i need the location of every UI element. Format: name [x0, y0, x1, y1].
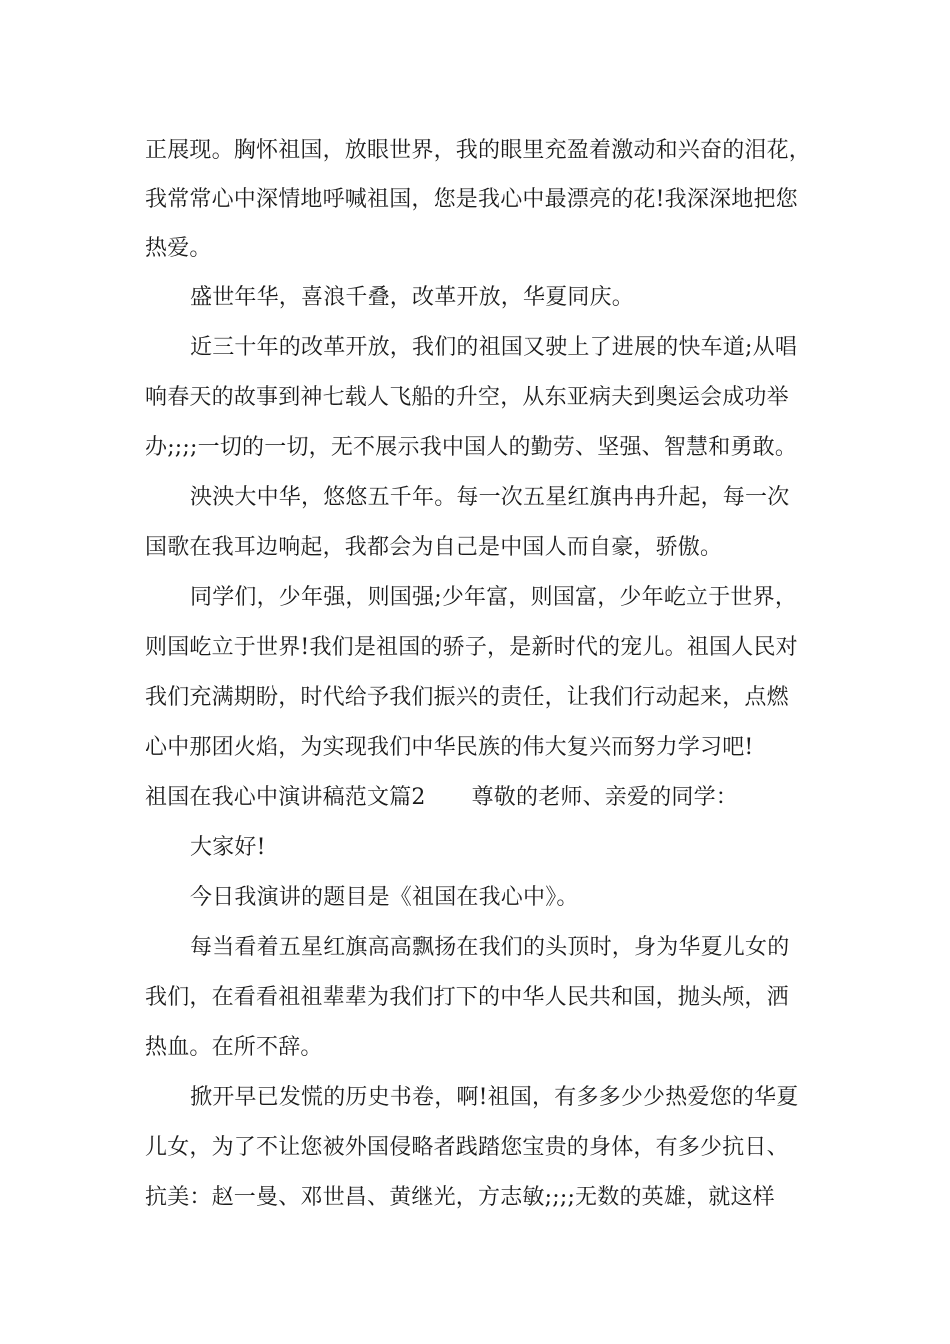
paragraph-5-line-1: 同学们，少年强，则国强;少年富，则国富，少年屹立于世界，: [190, 585, 798, 610]
paragraph-8-line-1: 每当看着五星红旗高高飘扬在我们的头顶时，身为华夏儿女的: [190, 935, 790, 960]
paragraph-9-line-3: 抗美：赵一曼、邓世昌、黄继光，方志敏;;;;无数的英雄，就这样: [145, 1185, 775, 1210]
paragraph-6-line-1: 大家好!: [190, 835, 266, 860]
paragraph-5-line-2: 则国屹立于世界!我们是祖国的骄子，是新时代的宠儿。祖国人民对: [145, 635, 798, 660]
paragraph-3-line-1: 近三十年的改革开放，我们的祖国又驶上了进展的快车道;从唱: [190, 335, 798, 360]
paragraph-3-line-2: 响春天的故事到神七载人飞船的升空，从东亚病夫到奥运会成功举: [145, 385, 789, 410]
paragraph-1-line-2: 我常常心中深情地呼喊祖国，您是我心中最漂亮的花!我深深地把您: [145, 187, 798, 212]
paragraph-8-line-3: 热血。在所不辞。: [145, 1035, 323, 1060]
paragraph-3-line-3: 办;;;;一切的一切，无不展示我中国人的勤劳、坚强、智慧和勇敢。: [145, 435, 798, 460]
section-heading: [145, 783, 835, 813]
paragraph-9-line-1: 掀开早已发慌的历史书卷，啊!祖国，有多多少少热爱您的华夏: [190, 1085, 799, 1110]
paragraph-4-line-1: 泱泱大中华，悠悠五千年。每一次五星红旗冉冉升起，每一次: [190, 485, 790, 510]
paragraph-5-line-3: 我们充满期盼，时代给予我们振兴的责任，让我们行动起来，点燃: [145, 685, 789, 710]
paragraph-7-line-1: 今日我演讲的题目是《祖国在我心中》。: [190, 885, 579, 910]
paragraph-1-line-3: 热爱。: [145, 236, 212, 261]
paragraph-2-line-1: 盛世年华，喜浪千叠，改革开放，华夏同庆。: [190, 285, 635, 310]
paragraph-8-line-2: 我们，在看看祖祖辈辈为我们打下的中华人民共和国，抛头颅，洒: [145, 985, 789, 1010]
section-title: 祖国在我心中演讲稿范文篇2: [145, 785, 426, 810]
salutation: 尊敬的老师、亲爱的同学：: [471, 785, 739, 810]
paragraph-4-line-2: 国歌在我耳边响起，我都会为自己是中国人而自豪，骄傲。: [145, 535, 723, 560]
paragraph-5-line-4: 心中那团火焰，为实现我们中华民族的伟大复兴而努力学习吧!: [145, 735, 754, 760]
paragraph-1-line-1: 正展现。胸怀祖国，放眼世界，我的眼里充盈着激动和兴奋的泪花，: [145, 138, 812, 163]
paragraph-9-line-2: 儿女，为了不让您被外国侵略者践踏您宝贵的身体，有多少抗日、: [145, 1135, 789, 1160]
